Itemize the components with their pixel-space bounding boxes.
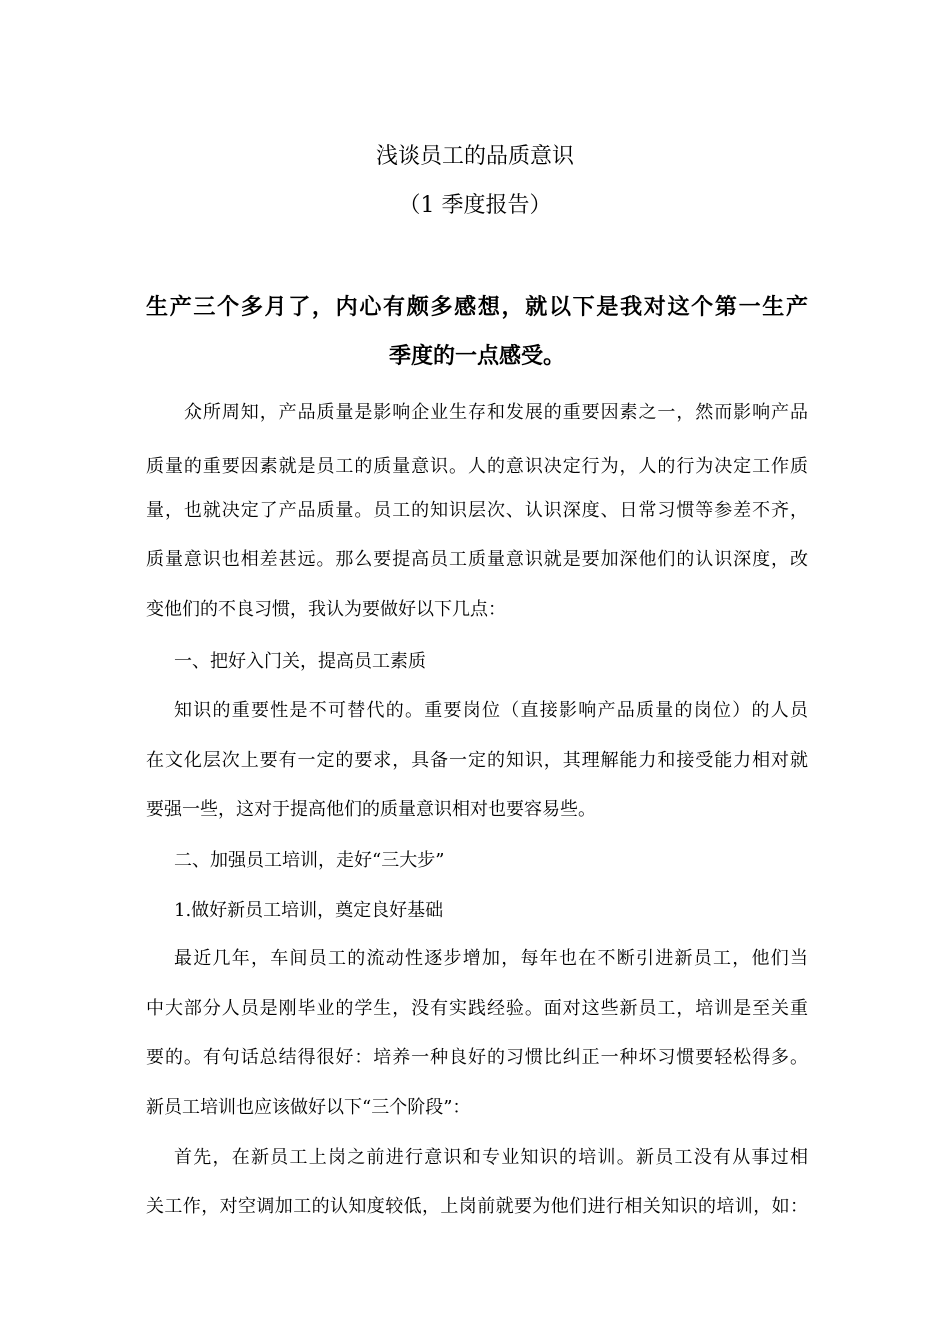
- document-title: 浅谈员工的品质意识: [375, 144, 574, 169]
- body-line: 在文化层次上要有一定的要求，具备一定的知识，其理解能力和接受能力相对就: [146, 750, 808, 771]
- body-line: 变他们的不良习惯，我认为要做好以下几点：: [146, 599, 506, 620]
- subsection-heading-1: 1.做好新员工培训，奠定良好基础: [174, 900, 444, 921]
- body-line: 关工作，对空调加工的认知度较低，上岗前就要为他们进行相关知识的培训，如：: [146, 1196, 808, 1217]
- body-line: 要的。有句话总结得很好：培养一种良好的习惯比纠正一种坏习惯要轻松得多。: [146, 1047, 808, 1068]
- body-line: 首先，在新员工上岗之前进行意识和专业知识的培训。新员工没有从事过相: [174, 1147, 808, 1168]
- section-heading-2: 二、加强员工培训，走好“三大步”: [174, 850, 445, 871]
- document-subtitle: （1 季度报告）: [398, 193, 552, 218]
- body-line: 最近几年，车间员工的流动性逐步增加，每年也在不断引进新员工，他们当: [174, 948, 808, 969]
- body-line: 知识的重要性是不可替代的。重要岗位（直接影响产品质量的岗位）的人员: [174, 700, 808, 721]
- body-line: 质量意识也相差甚远。那么要提高员工质量意识就是要加深他们的认识深度，改: [146, 549, 808, 570]
- lead-line-1: 生产三个多月了，内心有颇多感想，就以下是我对这个第一生产: [146, 294, 808, 320]
- body-line: 新员工培训也应该做好以下“三个阶段”：: [146, 1097, 471, 1118]
- body-line: 量，也就决定了产品质量。员工的知识层次、认识深度、日常习惯等参差不齐，: [146, 500, 808, 521]
- body-line: 质量的重要因素就是员工的质量意识。人的意识决定行为，人的行为决定工作质: [146, 456, 808, 477]
- body-line: 众所周知，产品质量是影响企业生存和发展的重要因素之一，然而影响产品: [184, 402, 808, 423]
- body-line: 要强一些，这对于提高他们的质量意识相对也要容易些。: [146, 799, 596, 820]
- section-heading-1: 一、把好入门关，提高员工素质: [174, 651, 426, 672]
- body-line: 中大部分人员是刚毕业的学生，没有实践经验。面对这些新员工，培训是至关重: [146, 998, 808, 1019]
- lead-line-2: 季度的一点感受。: [388, 343, 565, 369]
